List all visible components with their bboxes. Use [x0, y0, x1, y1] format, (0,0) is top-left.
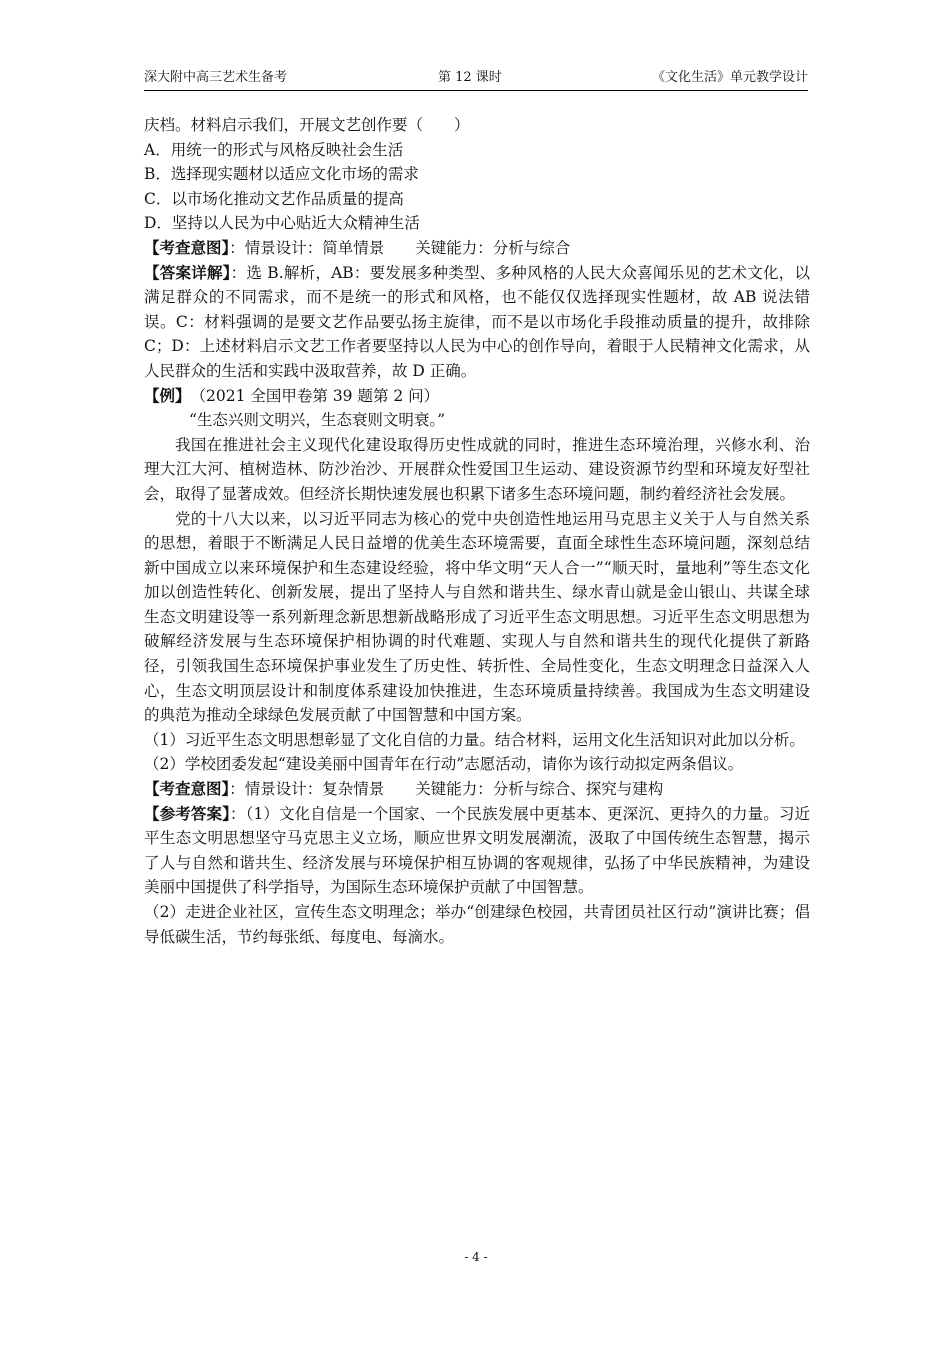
intent-label: 【考查意图】	[144, 237, 230, 257]
material-paragraph-2: 党的十八大以来，以习近平同志为核心的党中央创造性地运用马克思主义关于人与自然关系的思想，着眼于不断满足人民日益增的优美生态环境需要，直面全球性生态环境问题，深刻总结新中国成立以来环境保护和生态建设经验，将中华文明“天人合一”“顺天时，量地利”等生态文化加以创造性转化、创新发展，提出了坚持人与自然和谐共生、绿水青山就是金山银山、共谋全球生态文明建设等一系列新理念新思想新战略形成了习近平生态文明思想。习近平生态文明思想为破解经济发展与生态环境保护相协调的时代难题、实现人与自然和谐共生的现代化提供了新路径，引领我国生态环境保护事业发生了历史性、转折性、全局性变化，生态文明理念日益深入人心，生态文明顶层设计和制度体系建设加快推进，生态环境质量持续善。我国成为生态文明建设的典范为推动全球绿色发展贡献了中国智慧和中国方案。	[144, 509, 810, 725]
reference-answer-text: ：（1）文化自信是一个国家、一个民族发展中更基本、更深沉、更持久的力量。习近平生态文明思想坚守马克思主义立场，顺应世界文明发展潮流，汲取了中国传统生态智慧，揭示了人与自然和谐共生、经济发展与环境保护相互协调的客观规律，弘扬了中华民族精神，为建设美丽中国提供了科学指导，为国际生态环境保护贡献了中国智慧。	[144, 804, 810, 897]
answer-text: ：选 B.解析，AB：要发展多种类型、多种风格的人民大众喜闻乐见的艺术文化，以满足群众的不同需求，而不是统一的形式和风格，也不能仅仅选择现实性题材，故 AB 说法错误。C：材料强调的是要文艺作品要弘扬主旋律，而不是以市场化手段推动质量的提升，故排除 C；D：上述材料启示文艺工作者要坚持以人民为中心的创作导向，着眼于人民精神文化需求，从人民群众的生活和实践中汲取营养，故 D 正确。	[144, 263, 810, 380]
example-intent-label: 【考查意图】	[144, 779, 230, 799]
example-source: （2021 全国甲卷第 39 题第 2 问）	[182, 386, 440, 405]
page-header	[144, 68, 808, 91]
option-d: D．坚持以人民为中心贴近大众精神生活	[144, 214, 420, 233]
option-c: C．以市场化推动文艺作品质量的提高	[144, 189, 404, 208]
intent-text: ：情景设计：简单情景 关键能力：分析与综合	[229, 238, 571, 257]
option-a: A．用统一的形式与风格反映社会生活	[144, 140, 404, 159]
answer-label: 【答案详解】	[144, 262, 231, 282]
answer-detail	[144, 261, 810, 384]
reference-answer-2: （2）走进企业社区，宣传生态文明理念；举办“创建绿色校园，共青团员社区行动”演讲比赛；倡导低碳生活，节约每张纸、每度电、每滴水。	[144, 903, 810, 946]
example-heading	[144, 384, 810, 409]
header-unit-title: 《文化生活》单元教学设计	[651, 70, 808, 85]
intent-line	[144, 236, 810, 261]
sub-question-2: （2）学校团委发起“建设美丽中国青年在行动”志愿活动，请你为该行动拟定两条倡议。	[144, 755, 744, 774]
option-b: B．选择现实题材以适应文化市场的需求	[144, 165, 419, 184]
question-stem: 庆档。材料启示我们，开展文艺创作要（ ）	[144, 116, 470, 134]
page-number: - 4 -	[464, 1250, 488, 1264]
example-quote: “生态兴则文明兴，生态衰则文明衰。”	[188, 411, 446, 430]
example-label: 【例】	[144, 385, 183, 405]
reference-answer-label: 【参考答案】	[144, 803, 230, 823]
header-lesson: 第 12 课时	[438, 70, 502, 85]
page-content	[144, 113, 810, 949]
example-intent-line	[144, 777, 810, 802]
header-school: 深大附中高三艺术生备考	[144, 70, 288, 85]
reference-answer-1	[144, 802, 810, 900]
material-paragraph-1: 我国在推进社会主义现代化建设取得历史性成就的同时，推进生态环境治理，兴修水利、治理大江大河、植树造林、防沙治沙、开展群众性爱国卫生运动、建设资源节约型和环境友好型社会，取得了显著成效。但经济长期快速发展也积累下诸多生态环境问题，制约着经济社会发展。	[144, 435, 810, 503]
sub-question-1: （1）习近平生态文明思想彰显了文化自信的力量。结合材料，运用文化生活知识对此加以分析。	[144, 730, 805, 749]
example-intent-text: ：情景设计：复杂情景 关键能力：分析与综合、探究与建构	[229, 780, 664, 799]
